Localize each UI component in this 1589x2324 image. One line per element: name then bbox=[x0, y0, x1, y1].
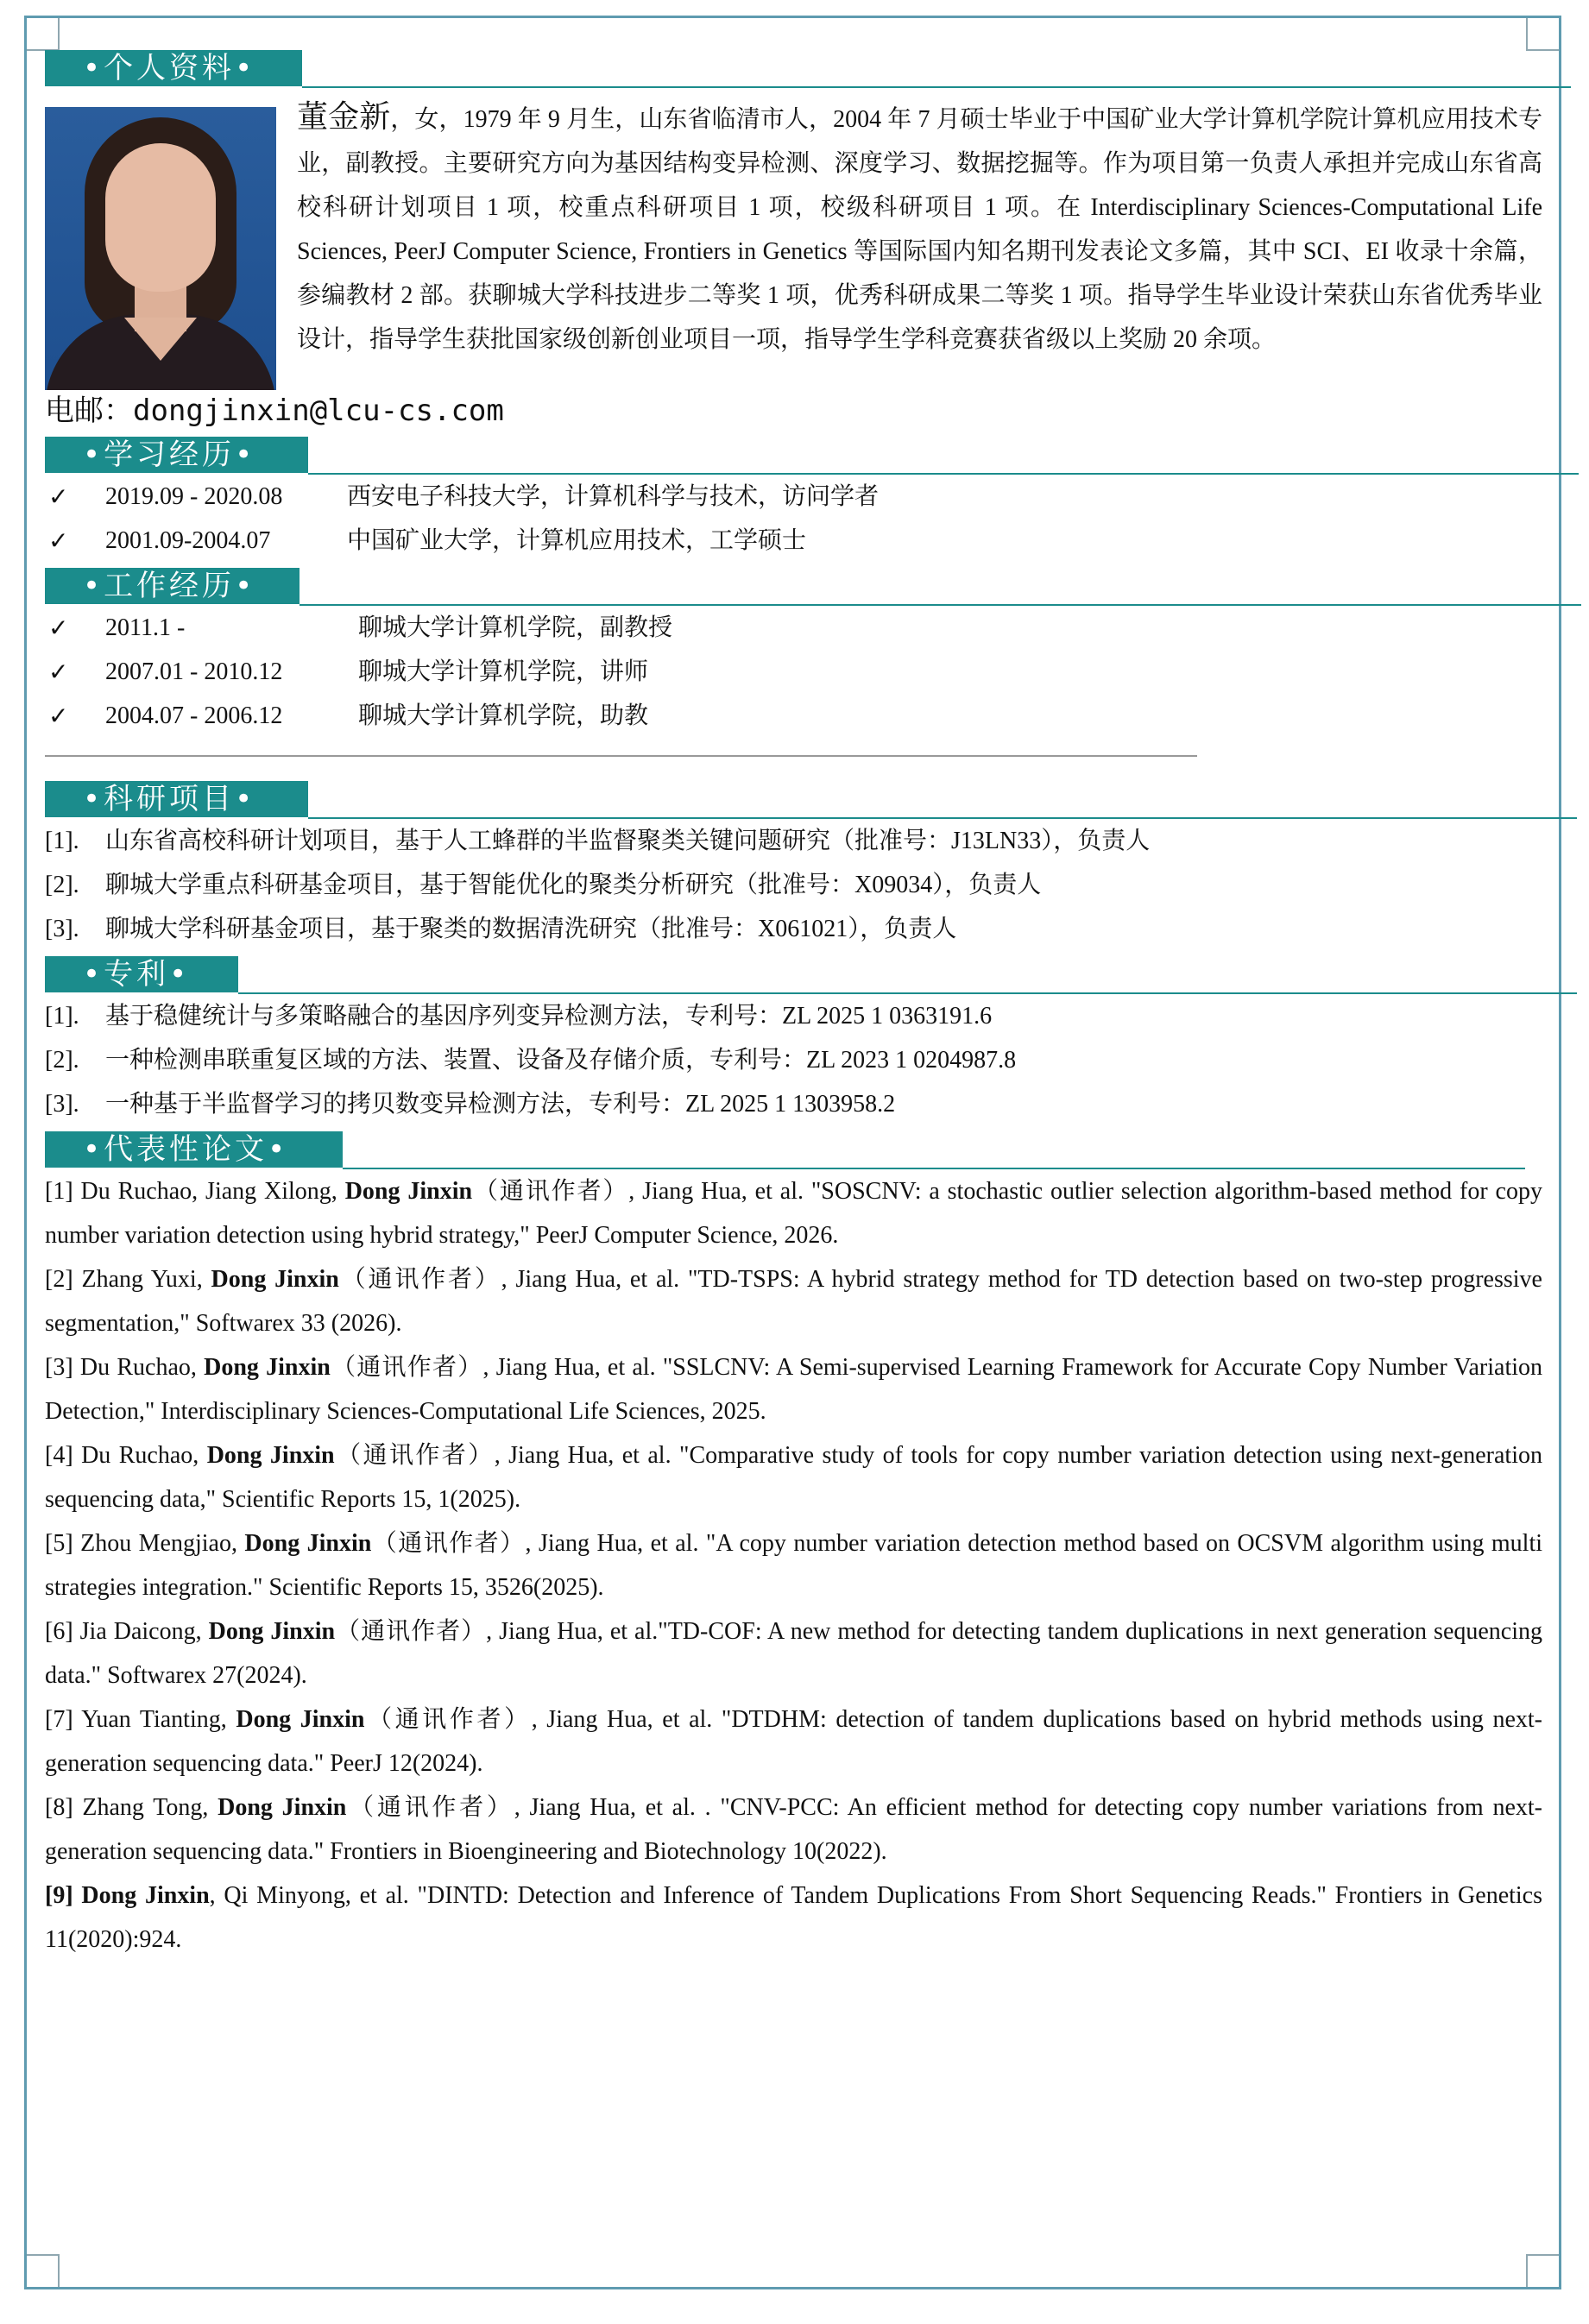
paper-entry: [8] Zhang Tong, Dong Jinxin（通讯作者）, Jiang Hua, et al. . "CNV-PCC: An efficient method for detecting copy number variations from next-generation sequencing data." Frontiers in Bioengineering and Biotechnology 10(2022). bbox=[45, 1794, 1543, 1865]
resume-content bbox=[45, 45, 1542, 1962]
section-header-projects: •科研项目• bbox=[45, 778, 1542, 819]
corner-mark bbox=[1526, 2254, 1559, 2287]
paper-entry: [4] Du Ruchao, Dong Jinxin（通讯作者）, Jiang Hua, et al. "Comparative study of tools for copy number variation detection using next-generation sequencing data," Scientific Reports 15, 1(2025). bbox=[45, 1442, 1542, 1513]
list-item: [2]. 一种检测串联重复区域的方法、装置、设备及存储介质，专利号：ZL 2023 1 0204987.8 bbox=[45, 1047, 1017, 1074]
item-desc: 西安电子科技大学，计算机科学与技术，访问学者 bbox=[347, 483, 880, 510]
projects-list bbox=[45, 819, 1542, 951]
person-name: 董金新 bbox=[297, 99, 391, 135]
paper-entry: [1] Du Ruchao, Jiang Xilong, Dong Jinxin（通讯作者）, Jiang Hua, et al. "SOSCNV: a stochastic outlier selection algorithm-based method for copy number variation detection using hybrid strategy," PeerJ Computer Science, 2026. bbox=[45, 1178, 1542, 1249]
profile-photo bbox=[45, 107, 276, 390]
patents-list bbox=[45, 994, 1542, 1126]
section-rule bbox=[343, 1168, 1525, 1169]
profile-block bbox=[45, 95, 1542, 431]
section-title: 代表性论文 bbox=[104, 1132, 268, 1167]
check-icon: ✓ bbox=[48, 614, 69, 642]
check-icon: ✓ bbox=[48, 526, 69, 555]
item-date: 2007.01 - 2010.12 bbox=[105, 658, 283, 685]
list-item bbox=[45, 519, 1542, 563]
corner-mark bbox=[27, 2254, 60, 2287]
education-list bbox=[45, 475, 1542, 563]
item-date: 2019.09 - 2020.08 bbox=[105, 483, 283, 510]
list-item: [3]. 一种基于半监督学习的拷贝数变异检测方法，专利号：ZL 2025 1 1303958.2 bbox=[45, 1091, 896, 1118]
item-desc: 聊城大学计算机学院，副教授 bbox=[358, 614, 673, 641]
list-item: [1]. 基于稳健统计与多策略融合的基因序列变异检测方法，专利号：ZL 2025 1 0363191.6 bbox=[45, 1003, 993, 1030]
item-date: 2001.09-2004.07 bbox=[105, 527, 271, 554]
list-item bbox=[45, 650, 1542, 694]
item-desc: 中国矿业大学，计算机应用技术，工学硕士 bbox=[347, 527, 807, 554]
section-rule bbox=[302, 86, 1571, 88]
list-item: [3]. 聊城大学科研基金项目，基于聚类的数据清洗研究（批准号：X061021），负责人 bbox=[45, 916, 957, 942]
check-icon: ✓ bbox=[48, 658, 69, 686]
item-desc: 聊城大学计算机学院，讲师 bbox=[358, 658, 649, 685]
paper-entry: [5] Zhou Mengjiao, Dong Jinxin（通讯作者）, Jiang Hua, et al. "A copy number variation detection method based on OCSVM algorithm using multi strategies integration." Scientific Reports 15, 3526(2025). bbox=[45, 1530, 1543, 1601]
list-item: [1]. 山东省高校科研计划项目，基于人工蜂群的半监督聚类关键问题研究（批准号：J13LN33），负责人 bbox=[45, 828, 1151, 854]
section-title: 工作经历 bbox=[104, 569, 236, 603]
divider bbox=[45, 755, 1197, 757]
section-header-work: •工作经历• bbox=[45, 564, 1542, 606]
section-header-papers: •代表性论文• bbox=[45, 1128, 1542, 1169]
check-icon: ✓ bbox=[48, 482, 69, 511]
work-list bbox=[45, 606, 1542, 738]
list-item bbox=[45, 694, 1542, 738]
paper-entry: [3] Du Ruchao, Dong Jinxin（通讯作者）, Jiang Hua, et al. "SSLCNV: A Semi-supervised Learning Framework for Accurate Copy Number Variation Detection," Interdisciplinary Sciences-Computational Life Sciences, 2025. bbox=[45, 1354, 1543, 1425]
section-title: 学习经历 bbox=[104, 438, 236, 472]
list-item: [2]. 聊城大学重点科研基金项目，基于智能优化的聚类分析研究（批准号：X09034），负责人 bbox=[45, 872, 1042, 898]
bio-text: ，女，1979 年 9 月生，山东省临清市人，2004 年 7 月硕士毕业于中国矿业大学计算机学院计算机应用技术专业，副教授。主要研究方向为基因结构变异检测、深度学习、数据挖掘等。作为项目第一负责人承担并完成山东省高校科研计划项目 1 项，校重点科研项目 1 项，校级科研项目 1 项。在 Interdisciplinary Sciences-Computational Life Sciences, PeerJ Computer Science, Frontiers in Genetics 等国际国内知名期刊发表论文多篇，其中 SCI、EI 收录十余篇，参编教材 2 部。获聊城大学科技进步二等奖 1 项，优秀科研成果二等奖 1 项。指导学生毕业设计荣获山东省优秀毕业设计，指导学生获批国家级创新创业项目一项，指导学生学科竞赛获省级以上奖励 20 余项。 bbox=[297, 106, 1542, 353]
paper-entry: [6] Jia Daicong, Dong Jinxin（通讯作者）, Jiang Hua, et al."TD-COF: A new method for detecting tandem duplications in next generation sequencing data." Softwarex 27(2024). bbox=[45, 1618, 1543, 1689]
section-header-education: •学习经历• bbox=[45, 433, 1542, 475]
email-line: 电邮：dongjinxin@lcu-cs.com bbox=[45, 394, 504, 428]
list-item bbox=[45, 475, 1542, 519]
paper-entry: [9] Dong Jinxin, Qi Minyong, et al. "DINTD: Detection and Inference of Tandem Duplications From Short Sequencing Reads." Frontiers in Genetics 11(2020):924. bbox=[45, 1882, 1543, 1953]
section-title: 科研项目 bbox=[104, 782, 236, 816]
section-title: 专利 bbox=[104, 957, 170, 992]
item-desc: 聊城大学计算机学院，助教 bbox=[358, 702, 649, 729]
check-icon: ✓ bbox=[48, 702, 69, 730]
papers-list bbox=[45, 1169, 1542, 1962]
paper-entry: [2] Zhang Yuxi, Dong Jinxin（通讯作者）, Jiang Hua, et al. "TD-TSPS: A hybrid strategy method for TD detection based on two-step progressive segmentation," Softwarex 33 (2026). bbox=[45, 1266, 1542, 1337]
section-title: 个人资料 bbox=[104, 51, 236, 85]
item-date: 2011.1 - bbox=[105, 614, 186, 641]
list-item bbox=[45, 606, 1542, 650]
section-header-profile: •个人资料• bbox=[45, 47, 1542, 88]
item-date: 2004.07 - 2006.12 bbox=[105, 702, 283, 729]
section-header-patents: •专利• bbox=[45, 953, 1542, 994]
paper-entry: [7] Yuan Tianting, Dong Jinxin（通讯作者）, Jiang Hua, et al. "DTDHM: detection of tandem duplications based on hybrid methods using next-generation sequencing data." PeerJ 12(2024). bbox=[45, 1706, 1542, 1777]
